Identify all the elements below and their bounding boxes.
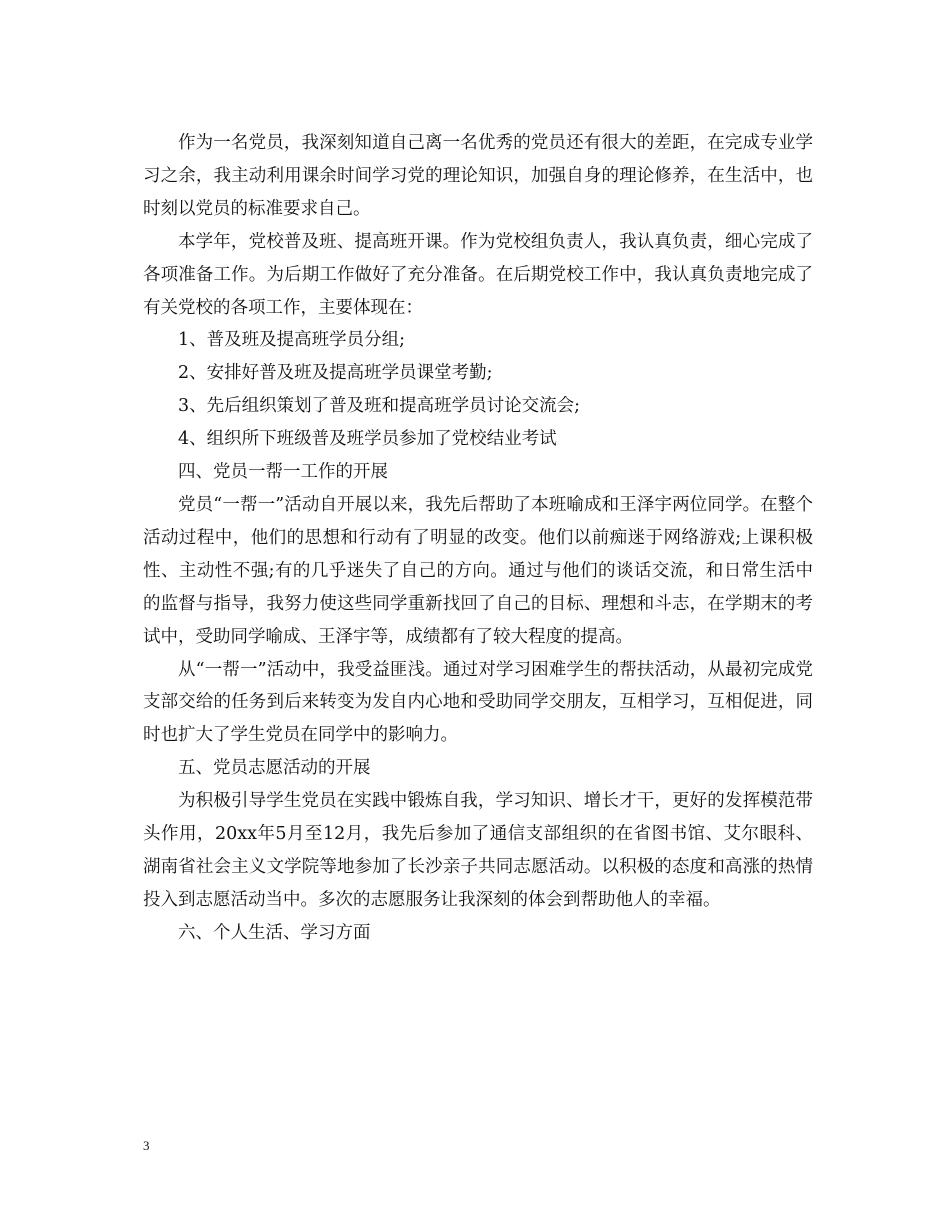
list-item: 1、普及班及提高班学员分组; (178, 330, 406, 351)
paragraph-volunteer: 为积极引导学生党员在实践中锻炼自我，学习知识、增长才干，更好的发挥模范带头作用，20xx年5月至12月，我先后参加了通信支部组织的在省图书馆、艾尔眼科、湖南省社会主义文学院等地参加了长沙亲子共同志愿活动。以积极的态度和高涨的热情投入到志愿活动当中。多次的志愿服务让我深刻的体会到帮助他人的幸福。 (143, 791, 813, 910)
paragraph-party-school: 本学年，党校普及班、提高班开课。作为党校组负责人，我认真负责，细心完成了各项准备工作。为后期工作做好了充分准备。在后期党校工作中，我认真负责地完成了有关党校的各项工作，主要体现在： (143, 231, 813, 318)
section-heading-six: 六、个人生活、学习方面 (178, 922, 371, 943)
paragraph-intro: 作为一名党员，我深刻知道自己离一名优秀的党员还有很大的差距，在完成专业学习之余，我主动利用课余时间学习党的理论知识，加强自身的理论修养，在生活中，也时刻以党员的标准要求自己。 (143, 133, 813, 219)
paragraph-one-help-one-benefit: 从“一帮一”活动中，我受益匪浅。通过对学习困难学生的帮扶活动，从最初完成党支部交给的任务到后来转变为发自内心地和受助同学交朋友，互相学习，互相促进，同时也扩大了学生党员在同学中的影响力。 (143, 659, 813, 746)
paragraph-one-help-one: 党员“一帮一”活动自开展以来，我先后帮助了本班喻成和王泽宇两位同学。在整个活动过程中，他们的思想和行动有了明显的改变。他们以前痴迷于网络游戏;上课积极性、主动性不强;有的几乎迷失了自己的方向。通过与他们的谈话交流，和日常生活中的监督与指导，我努力使这些同学重新找回了自己的目标、理想和斗志，在学期末的考试中，受助同学喻成、王泽宇等，成绩都有了较大程度的提高。 (143, 494, 813, 647)
list-item: 3、先后组织策划了普及班和提高班学员讨论交流会; (178, 396, 581, 417)
section-heading-five: 五、党员志愿活动的开展 (178, 758, 371, 779)
page-number: 3 (143, 1138, 150, 1153)
list-item: 2、安排好普及班及提高班学员课堂考勤; (178, 363, 493, 384)
list-item: 4、组织所下班级普及班学员参加了党校结业考试 (178, 429, 557, 450)
section-heading-four: 四、党员一帮一工作的开展 (178, 462, 388, 483)
document-body (143, 127, 813, 950)
